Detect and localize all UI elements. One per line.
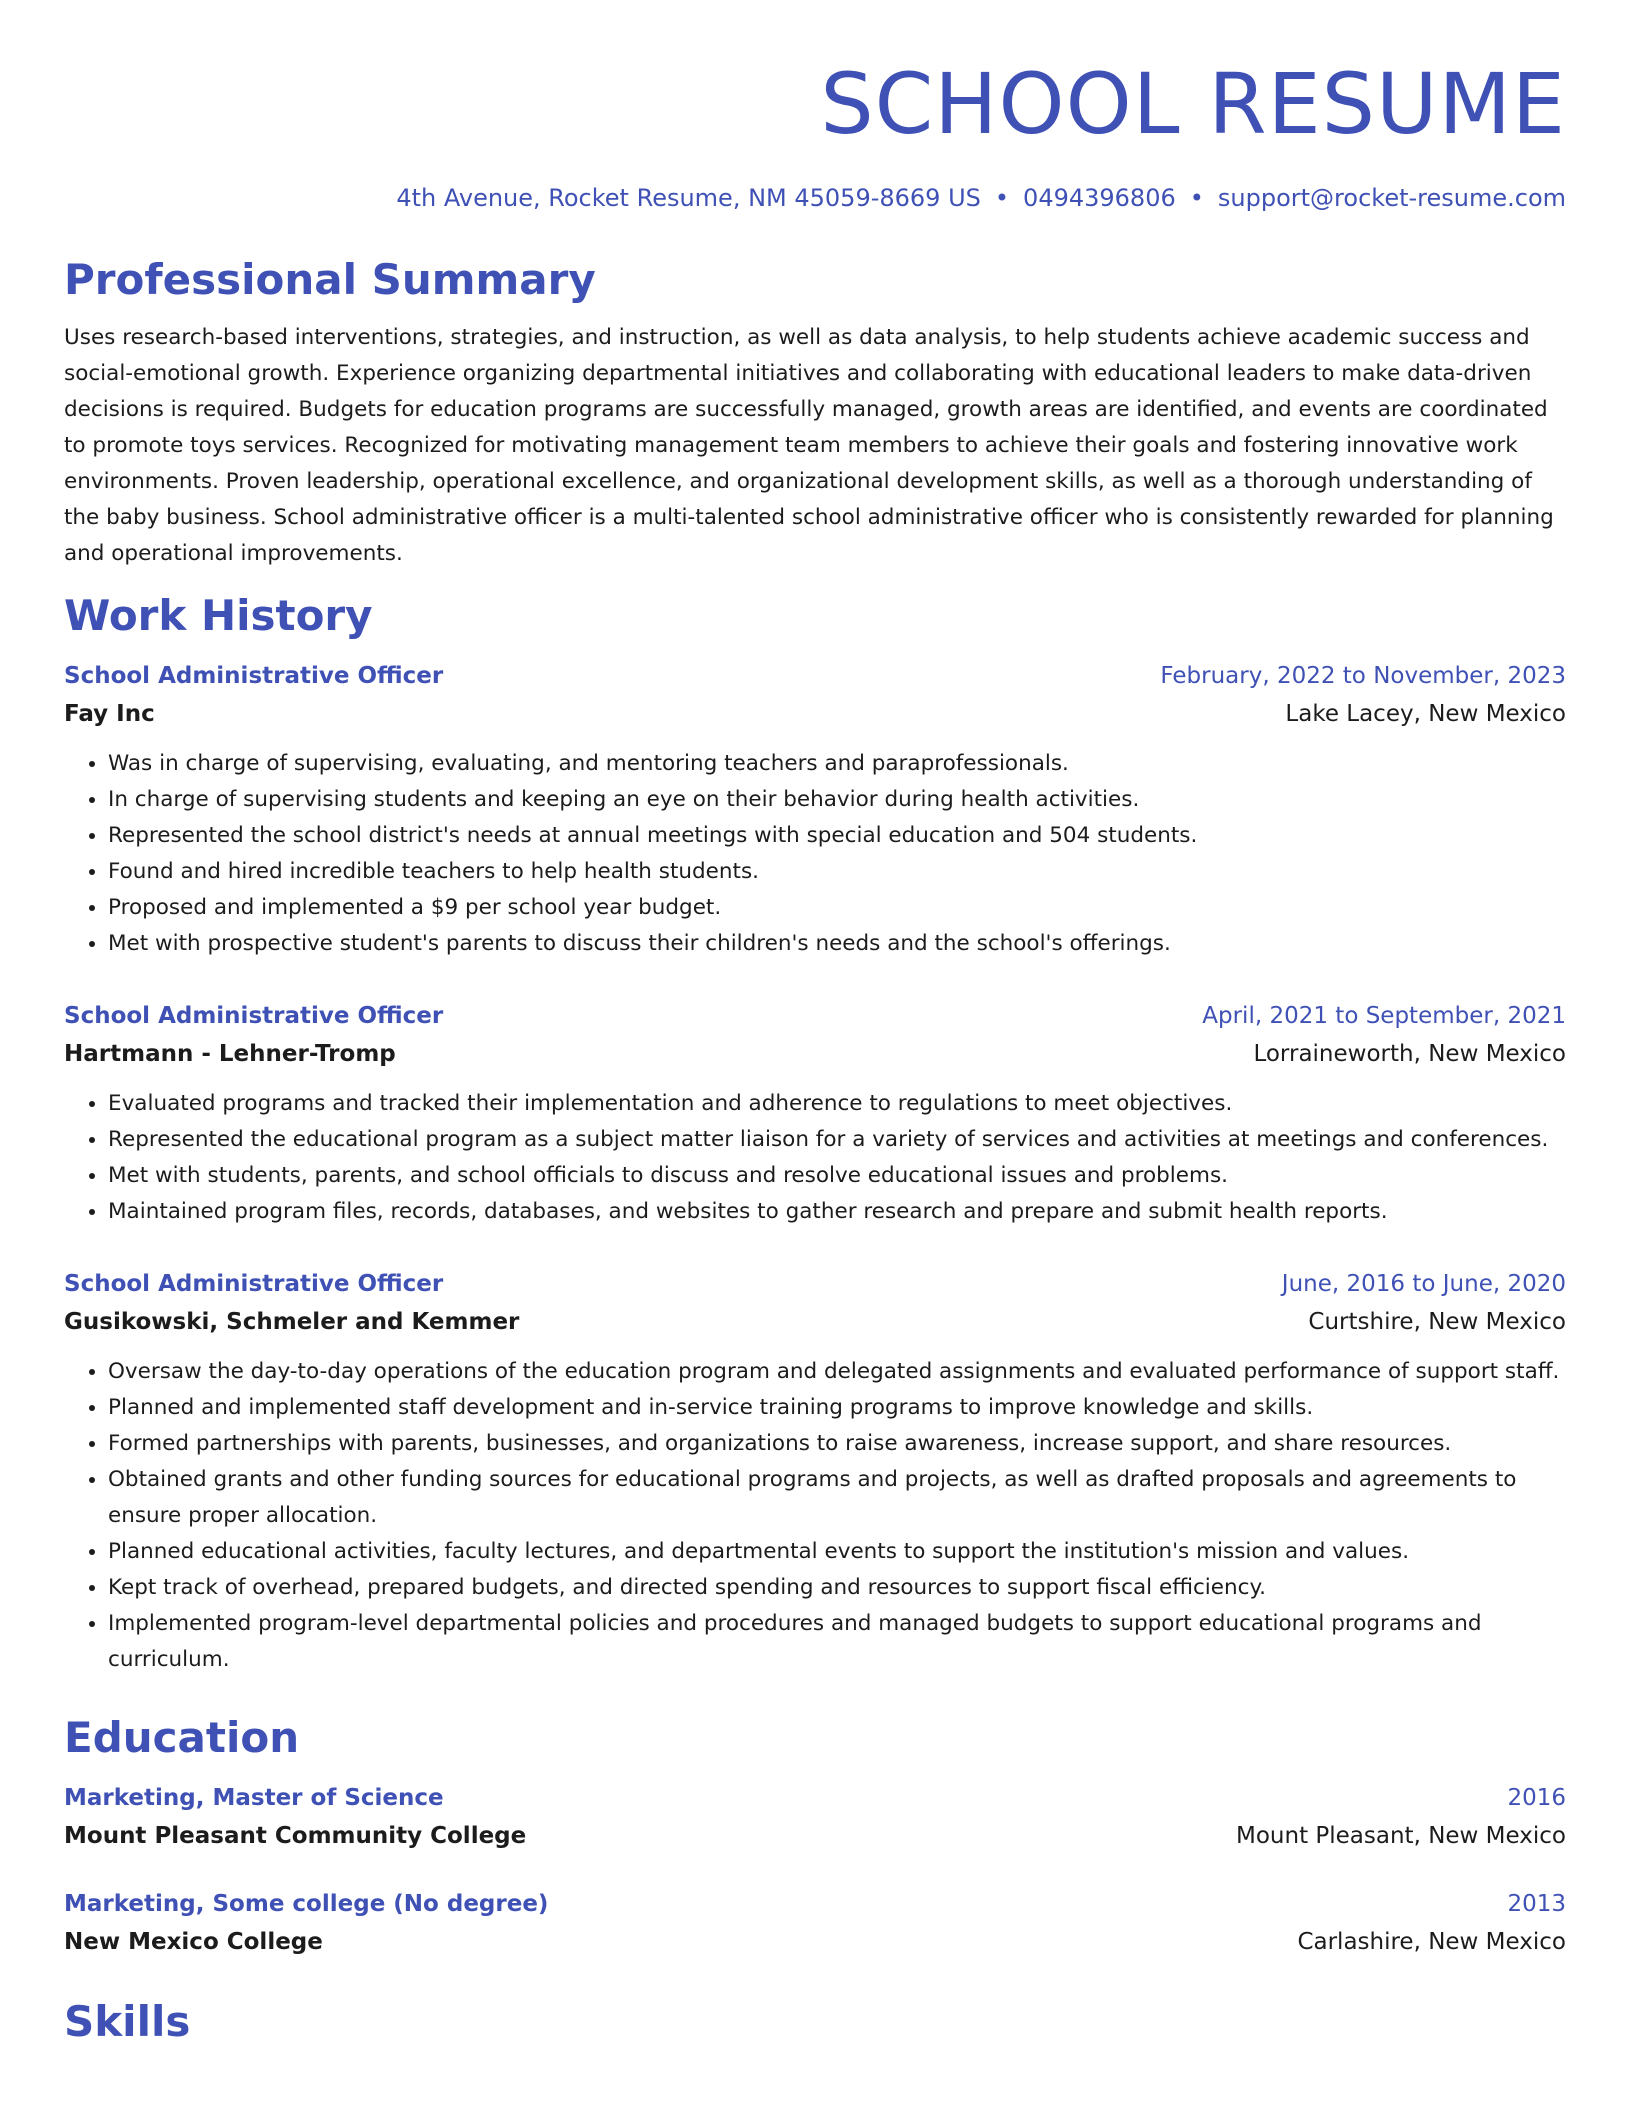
job-company: Hartmann - Lehner-Tromp — [64, 1041, 396, 1067]
work-history-heading: Work History — [64, 591, 373, 640]
job-company: Gusikowski, Schmeler and Kemmer — [64, 1309, 520, 1335]
job-bullet: • Planned and implemented staff development and in-service training programs to improve knowledge and skills. — [108, 1390, 1566, 1426]
job-bullet: • Obtained grants and other funding sources for educational programs and projects, as well as drafted proposals and agreements to ensure proper allocation. — [108, 1462, 1566, 1534]
job-entry — [64, 658, 1566, 962]
job-dates: February, 2022 to November, 2023 — [1160, 663, 1566, 689]
summary-heading: Professional Summary — [64, 255, 596, 304]
job-bullet: • Planned educational activities, faculty lectures, and departmental events to support the institution's mission and values. — [108, 1534, 1566, 1570]
job-bullet: • In charge of supervising students and keeping an eye on their behavior during health activities. — [108, 782, 1566, 818]
education-school: Mount Pleasant Community College — [64, 1823, 527, 1849]
job-bullet: • Kept track of overhead, prepared budgets, and directed spending and resources to support fiscal efficiency. — [108, 1570, 1566, 1606]
education-entry — [64, 1780, 1566, 1856]
education-year: 2016 — [1507, 1785, 1566, 1811]
job-bullets — [64, 746, 1566, 962]
resume-page — [64, 0, 1566, 2048]
summary-text: Uses research-based interventions, strategies, and instruction, as well as data analysis, to help students achieve academic success and social-emotional growth. Experience organizing departmental initiatives and collaborating with educational leaders to make data-driven decisions is required. Budgets for education programs are successfully managed, growth areas are identified, and events are coordinated to promote toys services. Recognized for motivating management team members to achieve their goals and fostering innovative work environments. Proven leadership, operational excellence, and organizational development skills, as well as a thorough understanding of the baby business. School administrative officer is a multi-talented school administrative officer who is consistently rewarded for planning and operational improvements. — [64, 325, 1554, 566]
job-bullet: • Maintained program files, records, databases, and websites to gather research and prepare and submit health reports. — [108, 1194, 1566, 1230]
job-bullet: • Represented the educational program as a subject matter liaison for a variety of services and activities at meetings and conferences. — [108, 1122, 1566, 1158]
job-bullet: • Met with students, parents, and school officials to discuss and resolve educational issues and problems. — [108, 1158, 1566, 1194]
education-school: New Mexico College — [64, 1929, 323, 1955]
job-entry — [64, 1266, 1566, 1678]
job-role: School Administrative Officer — [64, 663, 444, 689]
contact-address: 4th Avenue, Rocket Resume, NM 45059-8669 US — [396, 184, 981, 212]
job-role: School Administrative Officer — [64, 1271, 444, 1297]
job-bullets — [64, 1086, 1566, 1230]
contact-email: support@rocket-resume.com — [1217, 184, 1566, 212]
job-dates: June, 2016 to June, 2020 — [1281, 1271, 1566, 1297]
job-bullet: • Implemented program-level departmental policies and procedures and managed budgets to support educational programs and curriculum. — [108, 1606, 1566, 1678]
job-bullet: • Formed partnerships with parents, businesses, and organizations to raise awareness, increase support, and share resources. — [108, 1426, 1566, 1462]
education-degree: Marketing, Master of Science — [64, 1785, 444, 1811]
job-bullet: • Oversaw the day-to-day operations of the education program and delegated assignments and evaluated performance of support staff. — [108, 1354, 1566, 1390]
job-bullet: • Was in charge of supervising, evaluating, and mentoring teachers and paraprofessionals. — [108, 746, 1566, 782]
job-dates: April, 2021 to September, 2021 — [1202, 1003, 1566, 1029]
job-location: Lorraineworth, New Mexico — [1253, 1041, 1566, 1067]
resume-name: SCHOOL RESUME — [820, 55, 1566, 153]
job-company: Fay Inc — [64, 701, 155, 727]
education-heading: Education — [64, 1713, 300, 1762]
education-year: 2013 — [1507, 1891, 1566, 1917]
job-bullet: • Evaluated programs and tracked their implementation and adherence to regulations to meet objectives. — [108, 1086, 1566, 1122]
contact-phone: 0494396806 — [1023, 184, 1176, 212]
education-degree: Marketing, Some college (No degree) — [64, 1891, 549, 1917]
contact-line — [64, 182, 1566, 214]
skills-heading: Skills — [64, 1997, 191, 2046]
job-bullet: • Found and hired incredible teachers to help health students. — [108, 854, 1566, 890]
contact-separator: • — [994, 184, 1010, 212]
job-bullets — [64, 1354, 1566, 1678]
job-bullet: • Proposed and implemented a $9 per school year budget. — [108, 890, 1566, 926]
job-entry — [64, 998, 1566, 1230]
job-location: Lake Lacey, New Mexico — [1285, 701, 1566, 727]
contact-separator: • — [1189, 184, 1204, 212]
education-location: Carlashire, New Mexico — [1297, 1929, 1566, 1955]
job-role: School Administrative Officer — [64, 1003, 444, 1029]
job-location: Curtshire, New Mexico — [1308, 1309, 1566, 1335]
job-bullet: • Met with prospective student's parents to discuss their children's needs and the school's offerings. — [108, 926, 1566, 962]
job-bullet: • Represented the school district's needs at annual meetings with special education and 504 students. — [108, 818, 1566, 854]
education-location: Mount Pleasant, New Mexico — [1236, 1823, 1566, 1849]
education-entry — [64, 1886, 1566, 1962]
